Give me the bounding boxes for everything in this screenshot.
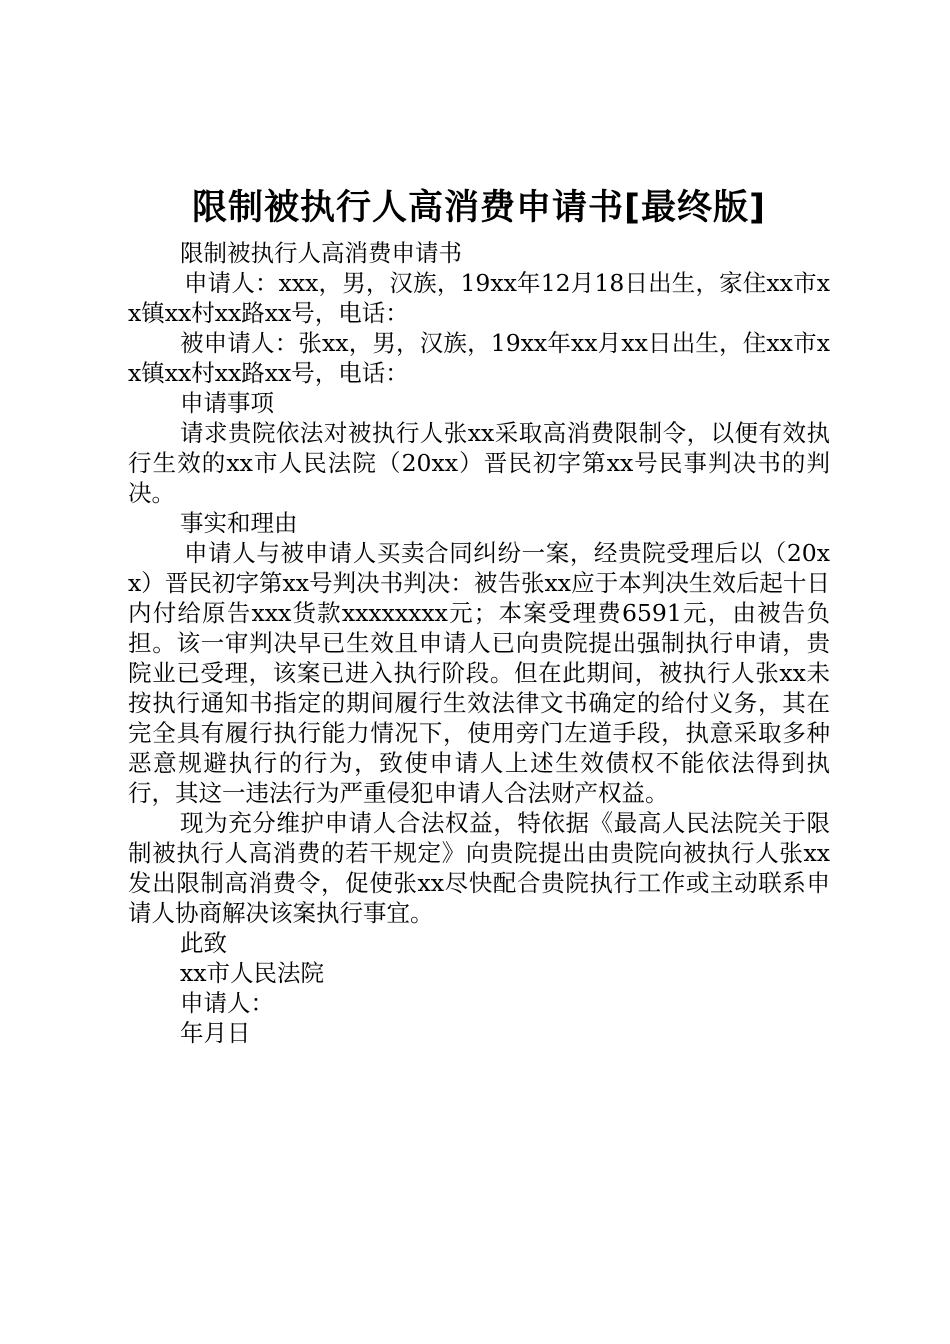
court-name: xx市人民法院 (180, 959, 325, 987)
document-subtitle: 限制被执行人高消费申请书 (180, 239, 462, 267)
respondent-info: 被申请人：张xx，男，汉族，19xx年xx月xx日出生，住xx市xx镇xx村xx路xx号，电话： (128, 329, 830, 387)
applicant-info: 申请人：xxx，男，汉族，19xx年12月18日出生，家住xx市xx镇xx村xx路xx号，电话： (128, 269, 830, 327)
document-title: 限制被执行人高消费申请书[最终版] (192, 188, 766, 228)
date-label: 年月日 (180, 1019, 251, 1047)
closing-salutation: 此致 (180, 929, 227, 957)
signature-label: 申请人： (180, 989, 274, 1017)
matters-text: 请求贵院依法对被执行人张xx采取高消费限制令，以便有效执行生效的xx市人民法院（20xx）晋民初字第xx号民事判决书的判决。 (128, 419, 830, 507)
matters-heading: 申请事项 (180, 389, 274, 417)
request-text: 现为充分维护申请人合法权益，特依据《最高人民法院关于限制被执行人高消费的若干规定》向贵院提出由贵院向被执行人张xx发出限制高消费令，促使张xx尽快配合贵院执行工作或主动联系申请人协商解决该案执行事宜。 (128, 809, 830, 927)
document-page (128, 184, 830, 1048)
facts-text: 申请人与被申请人买卖合同纠纷一案，经贵院受理后以（20xx）晋民初字第xx号判决书判决：被告张xx应于本判决生效后起十日内付给原告xxx货款xxxxxxxx元；本案受理费6591元，由被告负担。该一审判决早已生效且申请人已向贵院提出强制执行申请，贵院业已受理，该案已进入执行阶段。但在此期间，被执行人张xx未按执行通知书指定的期间履行生效法律文书确定的给付义务，其在完全具有履行执行能力情况下，使用旁门左道手段，执意采取多种恶意规避执行的行为，致使申请人上述生效债权不能依法得到执行，其这一违法行为严重侵犯申请人合法财产权益。 (128, 539, 830, 807)
facts-heading: 事实和理由 (180, 509, 298, 537)
